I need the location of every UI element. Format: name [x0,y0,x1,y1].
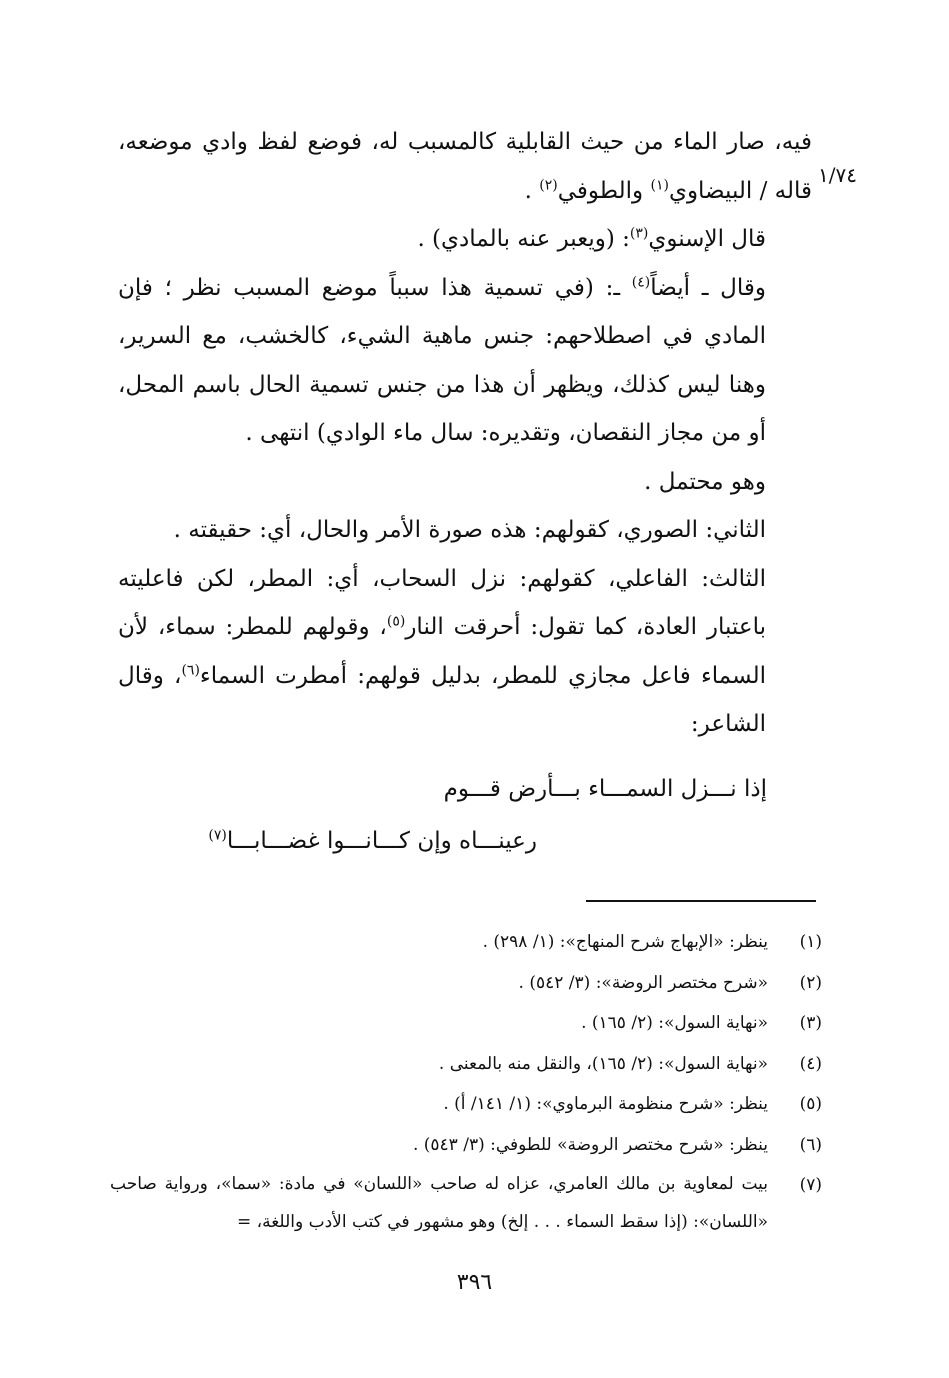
footnote-ref: (١) [650,176,669,193]
footnote [110,922,822,963]
footnote-text: ينظر: «شرح مختصر الروضة» للطوفي: (٣/ ٥٤٣) . [412,1134,768,1155]
footnote-text: بيت لمعاوية بن مالك العامري، عزاه له صاحب «اللسان» في مادة: «سما»، ورواية صاحب «اللسان»: (إذا سقط السماء . . . إلخ) وهو مشهور في كتب الأدب واللغة، = [110,1174,768,1232]
footnote [110,1044,822,1085]
main-text [118,118,812,749]
footnote-ref: (٣) [629,225,649,242]
verse-line-2: رعينـــاه وإن كـــانـــوا غضـــابـــا$^{(٧)}$ [208,827,537,854]
footnote [110,1125,822,1166]
footnote-text: «نهاية السول»: (٢/ ١٦٥) . [581,1013,768,1033]
footnote-separator [586,900,816,902]
footnote-ref: (٧) [208,827,227,844]
paragraph-1: فيه، صار الماء من حيث القابلية كالمسبب له، فوضع لفظ وادي موضعه، قاله / البيضاوي$^{(١)}$ والطوفي$^{(٢)}$ . [118,129,812,204]
paragraph-3: وقال ـ أيضاً$^{(٤)}$ ـ: (في تسمية هذا سبباً موضع المسبب نظر ؛ فإن المادي في اصطلاحهم: جنس ماهية الشيء، كالخشب، مع السرير، وهنا ليس كذلك، ويظهر أن هذا من جنس تسمية الحال باسم المحل، أو من مجاز النقصان، وتقديره: سال ماء الوادي) انتهى . [118,273,766,446]
footnote [110,1003,822,1044]
page-number: ٣٩٦ [456,1270,493,1295]
footnote-number: (٧) [799,1175,822,1195]
footnote-number: (٢) [799,972,822,993]
paragraph-2: قال الإسنوي$^{(٣)}$: (ويعبر عنه بالمادي) . [417,225,766,252]
footnote-number: (١) [799,932,822,952]
footnote-text: «شرح مختصر الروضة»: (٣/ ٥٤٢) . [518,972,768,993]
footnote-ref: (٥) [386,613,406,630]
paragraph-4: وهو محتمل . [644,468,766,495]
footnote-text: ينظر: «شرح منظومة البرماوي»: (١/ ١٤١/ أ) . [443,1094,768,1114]
footnote-ref: (٢) [539,176,558,193]
footnote-text: ينظر: «الإبهاج شرح المنهاج»: (١/ ٢٩٨) . [482,932,768,952]
footnote-number: (٤) [799,1053,822,1074]
footnote [110,1165,822,1241]
footnote-number: (٦) [799,1134,822,1155]
footnote [110,963,822,1004]
paragraph-5: الثاني: الصوري، كقولهم: هذه صورة الأمر والحال، أي: حقيقته . [173,517,766,543]
footnote-number: (٣) [799,1013,822,1033]
margin-reference: ١/٧٤ [818,163,857,187]
paragraph-6: الثالث: الفاعلي، كقولهم: نزل السحاب، أي: المطر، لكن فاعليته باعتبار العادة، كما تقول: أحرقت النار$^{(٥)}$، وقولهم للمطر: سماء، لأن السماء فاعل مجازي للمطر، بدليل قولهم: أمطرت السماء$^{(٦)}$، وقال الشاعر: [118,565,766,737]
footnote-ref: (٦) [181,661,200,678]
footnote-number: (٥) [799,1094,822,1114]
footnote-ref: (٤) [631,273,651,290]
footnotes [110,922,822,1241]
footnote [110,1084,822,1125]
footnote-text: «نهاية السول»: (٢/ ١٦٥)، والنقل منه بالمعنى . [438,1053,768,1074]
verse-line-1: إذا نـــزل السمـــاء بـــأرض قـــوم [443,776,767,802]
